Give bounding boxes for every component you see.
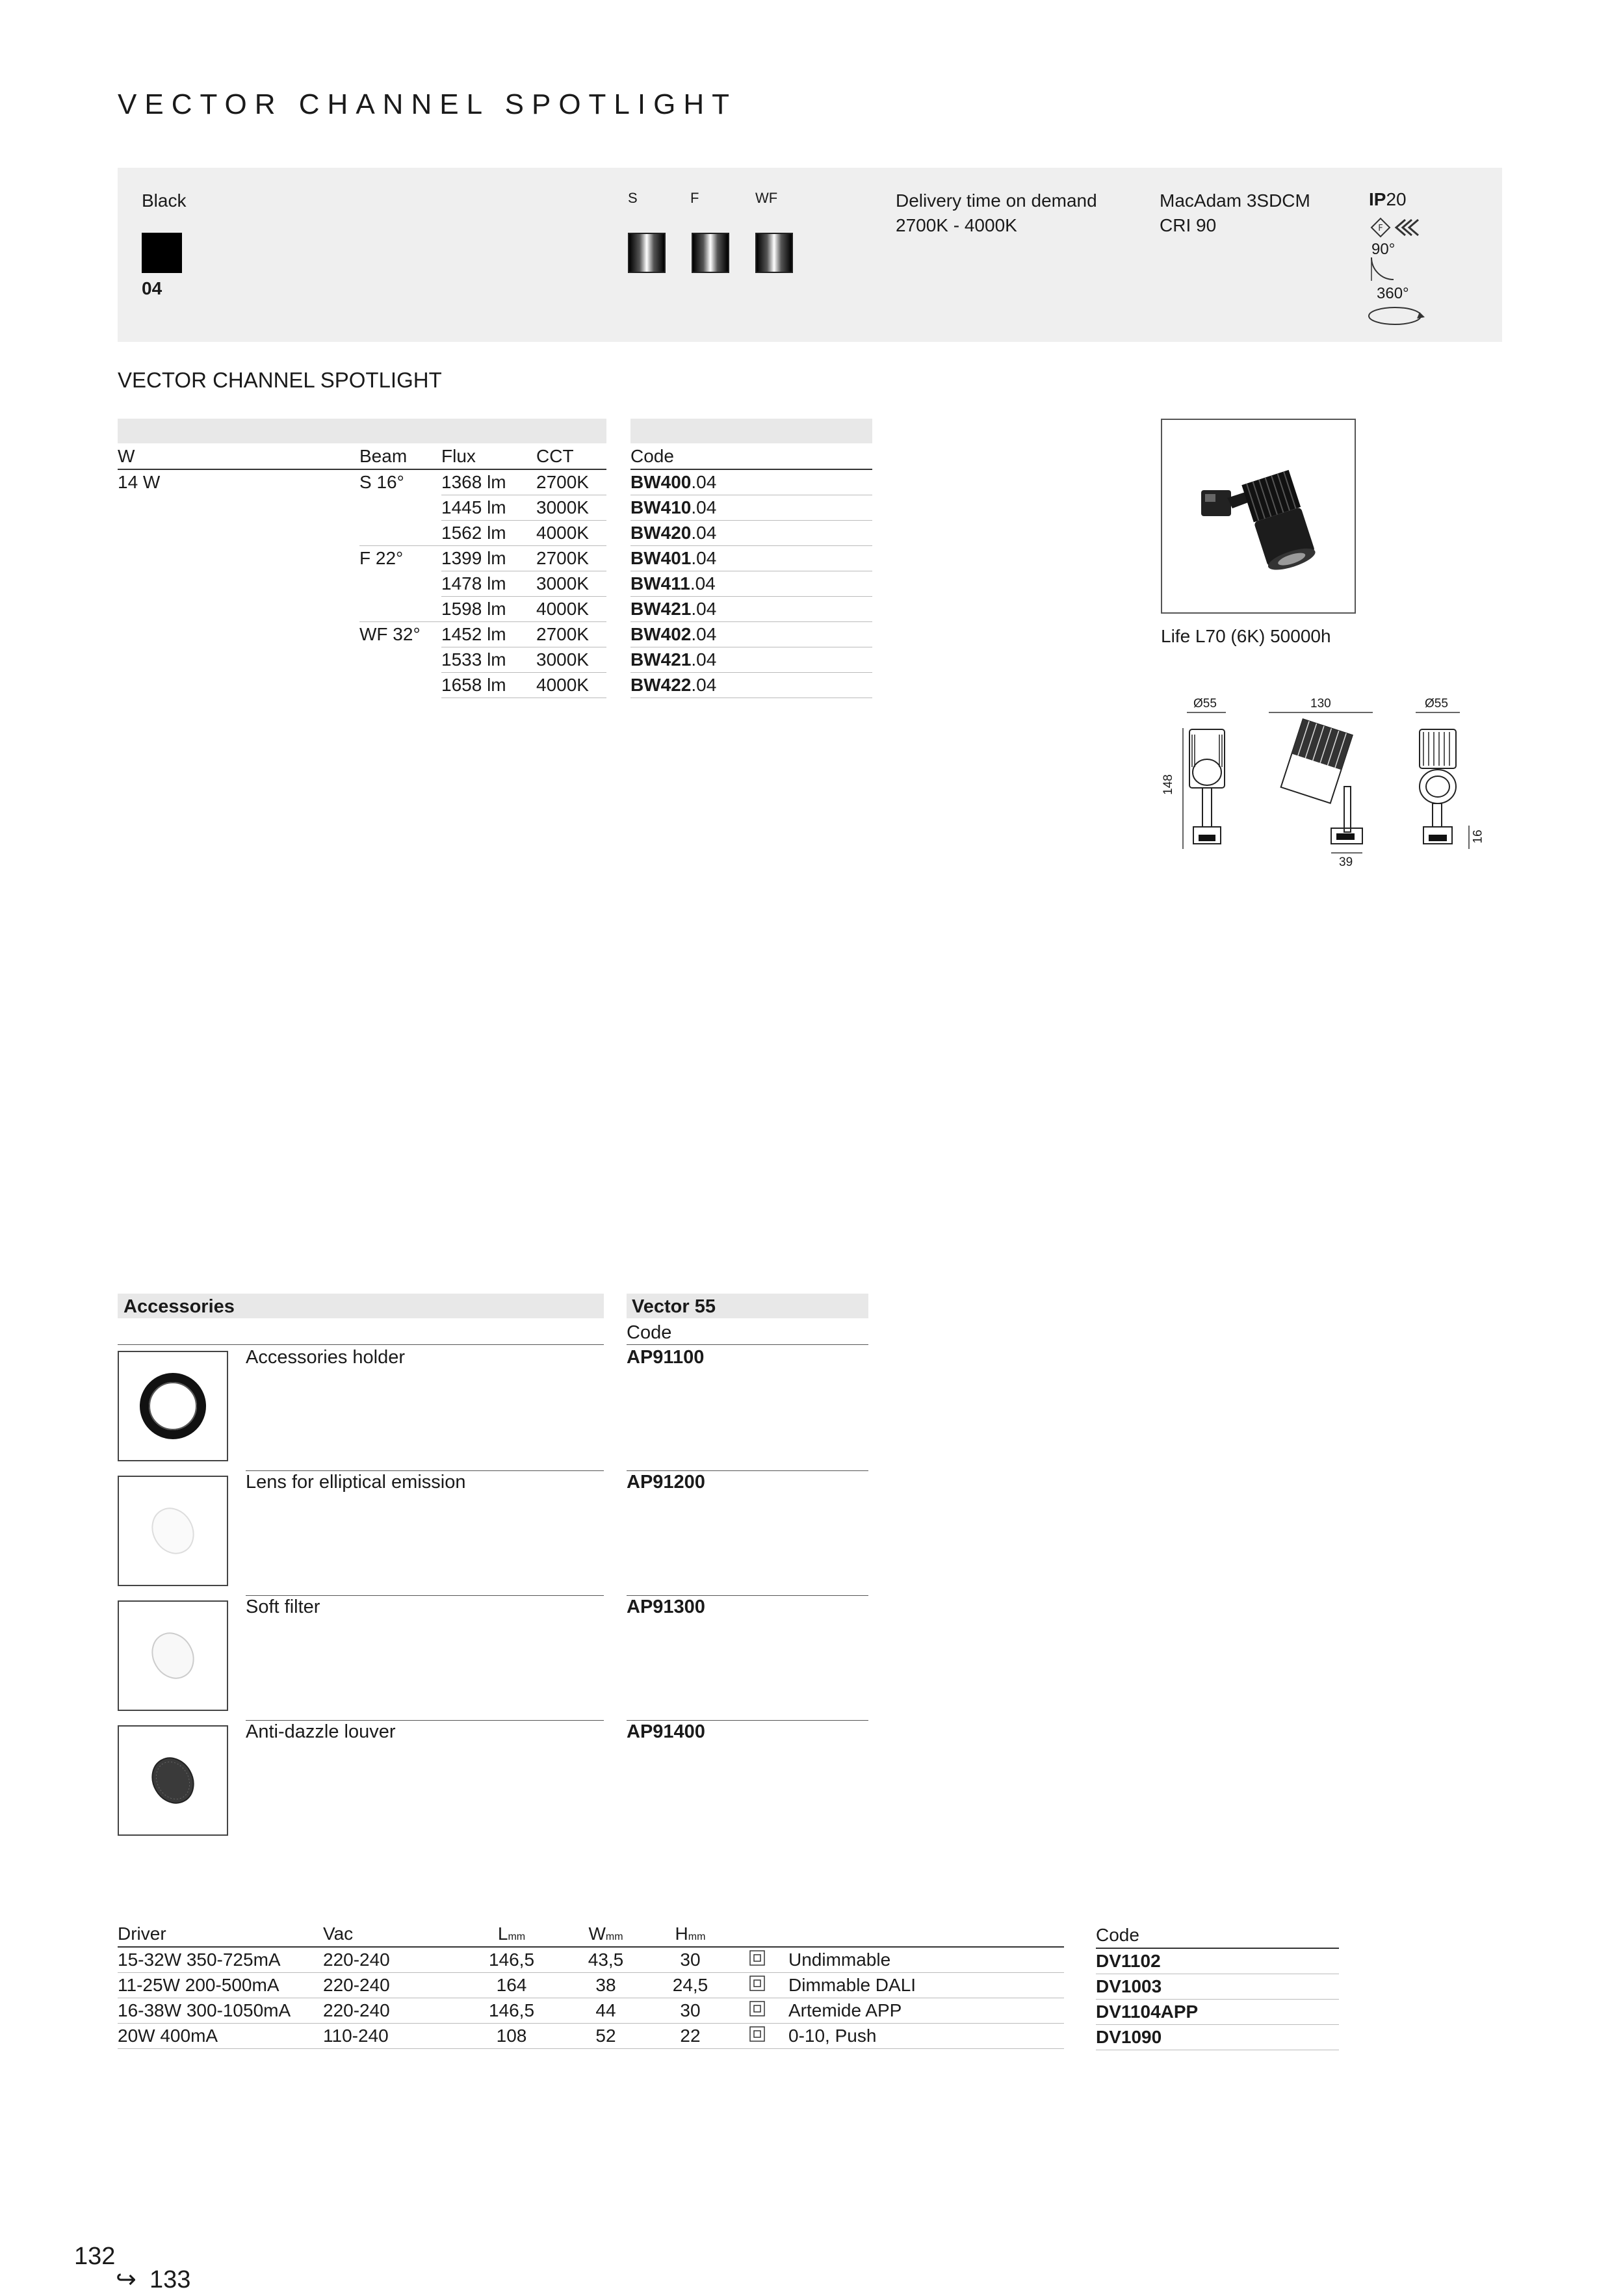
accessories-product-header: Vector 55 — [632, 1296, 716, 1317]
cell-cct: 2700K — [536, 546, 606, 571]
driver-height: 30 — [655, 1998, 726, 2024]
cell-flux: 1658 lm — [441, 673, 536, 698]
ip-prefix: IP — [1369, 189, 1386, 209]
cell-w: 14 W — [118, 472, 161, 493]
double-insulation-icon — [749, 1950, 766, 1966]
accessories-header: Accessories — [123, 1296, 235, 1317]
product-code-main: BW401 — [630, 548, 692, 568]
cell-cct: 3000K — [536, 571, 606, 597]
divider — [627, 1595, 868, 1596]
product-code-suffix: .04 — [691, 523, 717, 543]
beam-f-icon — [692, 233, 729, 273]
page-title: VECTOR CHANNEL SPOTLIGHT — [118, 88, 738, 120]
driver-code: DV1003 — [1096, 1974, 1339, 2000]
accessory-image — [118, 1600, 228, 1711]
accessory-label: Soft filter — [246, 1597, 320, 1617]
driver-length: 164 — [466, 1973, 557, 1998]
accessory-code: AP91300 — [627, 1597, 705, 1617]
double-insulation-icon — [749, 2000, 766, 2017]
divider — [246, 1470, 604, 1471]
dim-height: 148 — [1161, 774, 1175, 795]
accessory-code: AP91100 — [627, 1347, 705, 1368]
dim-diameter-1: Ø55 — [1193, 697, 1217, 711]
driver-table — [118, 1922, 1064, 2049]
driver-code-header: Code — [1096, 1923, 1339, 1948]
cell-beam — [359, 521, 441, 546]
product-code-suffix: .04 — [691, 624, 717, 644]
louver-icon — [134, 1742, 212, 1820]
header-h: H — [675, 1924, 688, 1944]
next-page-number[interactable]: 133 — [149, 2266, 191, 2293]
section-title: VECTOR CHANNEL SPOTLIGHT — [118, 368, 442, 392]
product-code — [630, 647, 872, 673]
driver-type: Dimmable DALI — [788, 1973, 1064, 1998]
cell-flux: 1533 lm — [441, 647, 536, 673]
product-code-main: BW421 — [630, 649, 692, 670]
divider — [246, 1720, 604, 1721]
driver-name: 15-32W 350-725mA — [118, 1947, 323, 1973]
cell-w — [118, 647, 359, 673]
col-header-width — [557, 1922, 655, 1947]
product-code — [630, 495, 872, 521]
product-code — [630, 469, 872, 495]
cell-flux: 1452 lm — [441, 622, 536, 647]
product-code — [630, 673, 872, 698]
ring-icon — [134, 1367, 212, 1445]
driver-width: 52 — [557, 2024, 655, 2049]
col-header-vac: Vac — [323, 1922, 466, 1947]
cell-beam — [359, 673, 441, 698]
cct-range: 2700K - 4000K — [896, 215, 1017, 235]
rotation-angle: 360° — [1377, 285, 1409, 302]
cell-w — [118, 673, 359, 698]
cell-cct: 4000K — [536, 597, 606, 622]
cell-flux: 1399 lm — [441, 546, 536, 571]
cell-flux: 1598 lm — [441, 597, 536, 622]
divider — [627, 1344, 868, 1345]
beam-s-icon — [628, 233, 666, 273]
accessory-label: Anti-dazzle louver — [246, 1721, 396, 1742]
cell-cct: 4000K — [536, 521, 606, 546]
unit-mm: mm — [508, 1931, 526, 1942]
life-rating: Life L70 (6K) 50000h — [1161, 626, 1331, 646]
product-code-suffix: .04 — [690, 573, 716, 594]
color-name: Black — [142, 190, 187, 211]
cell-w — [118, 546, 359, 571]
cell-beam: S 16° — [359, 472, 404, 493]
delivery-text: Delivery time on demand — [896, 190, 1097, 211]
color-swatch — [142, 233, 182, 273]
cell-beam: F 22° — [359, 548, 404, 569]
col-header-height — [655, 1922, 726, 1947]
divider — [246, 1595, 604, 1596]
tilt-icon — [1368, 255, 1407, 285]
accessories-code-header: Code — [627, 1322, 672, 1343]
cell-cct: 2700K — [536, 469, 606, 495]
double-insulation-icon — [749, 1975, 766, 1992]
header-l: L — [497, 1924, 508, 1944]
lens-icon — [134, 1492, 212, 1570]
beam-label-s: S — [628, 190, 638, 206]
safety-icons — [1369, 216, 1421, 239]
accessory-image — [118, 1351, 228, 1461]
product-code-suffix: .04 — [691, 599, 717, 619]
product-code — [630, 546, 872, 571]
dim-base: 39 — [1339, 855, 1353, 869]
cell-cct: 4000K — [536, 673, 606, 698]
dim-diameter-2: Ø55 — [1425, 697, 1448, 711]
cell-w — [118, 495, 359, 521]
product-code-suffix: .04 — [691, 472, 717, 492]
header-w: W — [588, 1924, 606, 1944]
driver-width: 43,5 — [557, 1947, 655, 1973]
color-code: 04 — [142, 278, 162, 298]
driver-code-table — [1096, 1923, 1339, 2050]
driver-vac: 110-240 — [323, 2024, 466, 2049]
cri-text: CRI 90 — [1160, 215, 1217, 235]
dim-foot: 16 — [1471, 829, 1485, 844]
product-code-main: BW422 — [630, 675, 692, 695]
product-code-main: BW420 — [630, 523, 692, 543]
driver-vac: 220-240 — [323, 1998, 466, 2024]
cell-beam — [359, 571, 441, 597]
col-header-code: Code — [630, 444, 872, 469]
driver-type: Artemide APP — [788, 1998, 1064, 2024]
product-code — [630, 622, 872, 647]
product-code-main: BW411 — [630, 573, 690, 594]
class-ii-icon — [726, 1947, 788, 1973]
product-code-suffix: .04 — [691, 649, 717, 670]
tilt-angle: 90° — [1371, 241, 1396, 258]
cell-cct: 3000K — [536, 647, 606, 673]
accessory-label: Accessories holder — [246, 1347, 405, 1368]
driver-vac: 220-240 — [323, 1947, 466, 1973]
col-header-driver: Driver — [118, 1922, 323, 1947]
col-header-beam: Beam — [359, 444, 441, 469]
driver-name: 11-25W 200-500mA — [118, 1973, 323, 1998]
accessory-code: AP91400 — [627, 1721, 705, 1742]
cell-flux: 1562 lm — [441, 521, 536, 546]
accessory-image — [118, 1725, 228, 1836]
col-header-length — [466, 1922, 557, 1947]
page-number: 132 — [74, 2243, 116, 2270]
cell-w — [118, 521, 359, 546]
class-ii-icon — [726, 1998, 788, 2024]
cell-w — [118, 571, 359, 597]
driver-name: 16-38W 300-1050mA — [118, 1998, 323, 2024]
code-header-bar — [630, 419, 872, 443]
technical-drawing-icon — [1161, 689, 1492, 878]
driver-width: 44 — [557, 1998, 655, 2024]
driver-height: 22 — [655, 2024, 726, 2049]
beam-label-wf: WF — [755, 190, 778, 206]
product-code-suffix: .04 — [691, 548, 717, 568]
ip-value: 20 — [1386, 189, 1407, 209]
cell-beam — [359, 597, 441, 622]
driver-code: DV1104APP — [1096, 2000, 1339, 2025]
driver-type: Undimmable — [788, 1947, 1064, 1973]
product-code-suffix: .04 — [691, 675, 717, 695]
product-code-suffix: .04 — [691, 497, 717, 517]
cell-w — [118, 597, 359, 622]
double-insulation-icon — [749, 2026, 766, 2042]
divider — [627, 1470, 868, 1471]
product-code-main: BW400 — [630, 472, 692, 492]
dim-length: 130 — [1310, 697, 1331, 711]
cell-flux: 1445 lm — [441, 495, 536, 521]
cell-w — [118, 622, 359, 647]
cell-beam — [359, 647, 441, 673]
col-header-type — [788, 1922, 1064, 1947]
ip-rating — [1369, 189, 1407, 210]
col-header-cct: CCT — [536, 444, 606, 469]
product-code-main: BW421 — [630, 599, 692, 619]
driver-vac: 220-240 — [323, 1973, 466, 1998]
cell-beam — [359, 495, 441, 521]
cell-cct: 2700K — [536, 622, 606, 647]
cell-cct: 3000K — [536, 495, 606, 521]
col-header-w: W — [118, 444, 359, 469]
product-code — [630, 597, 872, 622]
driver-height: 24,5 — [655, 1973, 726, 1998]
unit-mm: mm — [688, 1931, 706, 1942]
beam-label-f: F — [690, 190, 699, 206]
cell-beam: WF 32° — [359, 624, 421, 645]
product-code-table — [630, 444, 872, 698]
accessory-image — [118, 1476, 228, 1586]
beam-wf-icon — [755, 233, 793, 273]
next-page-arrow-icon[interactable]: ↪ — [116, 2266, 136, 2293]
driver-code: DV1090 — [1096, 2025, 1339, 2050]
driver-code: DV1102 — [1096, 1948, 1339, 1974]
filter-icon — [134, 1617, 212, 1695]
dimension-drawing — [1161, 689, 1492, 878]
col-header-icon — [726, 1922, 788, 1947]
driver-name: 20W 400mA — [118, 2024, 323, 2049]
cell-flux: 1478 lm — [441, 571, 536, 597]
product-code — [630, 521, 872, 546]
spotlight-icon — [1162, 420, 1355, 612]
rotation-icon — [1366, 304, 1426, 328]
divider — [118, 1344, 604, 1345]
product-code-main: BW410 — [630, 497, 692, 517]
accessory-code: AP91200 — [627, 1472, 705, 1493]
driver-length: 146,5 — [466, 1998, 557, 2024]
driver-height: 30 — [655, 1947, 726, 1973]
class-ii-icon — [726, 1973, 788, 1998]
driver-width: 38 — [557, 1973, 655, 1998]
unit-mm: mm — [605, 1931, 623, 1942]
svg-text:F: F — [1378, 224, 1383, 233]
product-code — [630, 571, 872, 597]
spec-header-bar — [118, 419, 606, 443]
product-image — [1161, 419, 1356, 614]
divider — [627, 1720, 868, 1721]
macadam-text: MacAdam 3SDCM — [1160, 190, 1310, 211]
accessory-label: Lens for elliptical emission — [246, 1472, 466, 1493]
product-spec-table — [118, 444, 606, 698]
col-header-flux: Flux — [441, 444, 536, 469]
driver-length: 146,5 — [466, 1947, 557, 1973]
driver-length: 108 — [466, 2024, 557, 2049]
product-code-main: BW402 — [630, 624, 692, 644]
class-ii-icon — [726, 2024, 788, 2049]
driver-type: 0-10, Push — [788, 2024, 1064, 2049]
cell-flux: 1368 lm — [441, 469, 536, 495]
